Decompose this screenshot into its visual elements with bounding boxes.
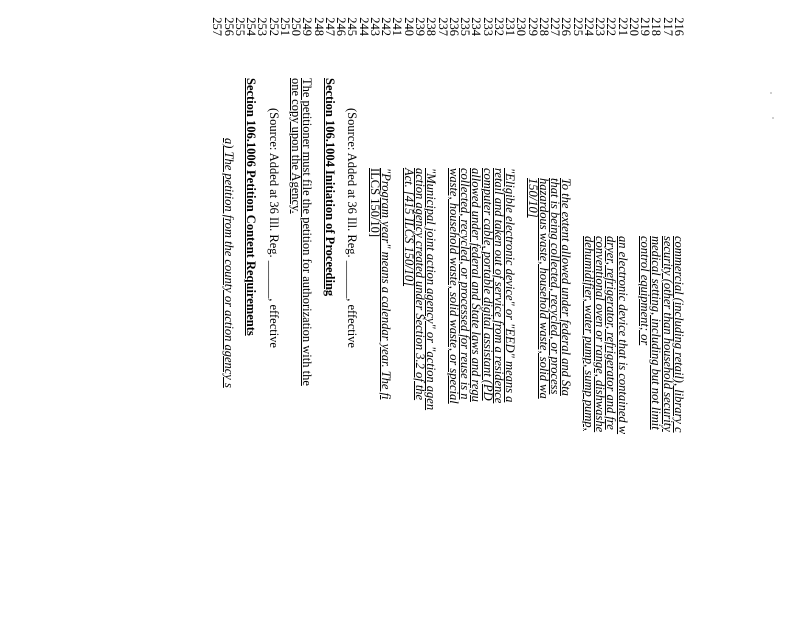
document-line [638, 0, 653, 618]
line-text: allowed under federal and State laws and regu [469, 168, 484, 402]
line-number: 233 [480, 17, 495, 36]
document-line [527, 0, 538, 618]
line-text: dryer, refrigerator, refrigerator and fre [604, 236, 619, 430]
line-text: ILCS 150/10] [367, 168, 382, 238]
line-number: 216 [672, 17, 686, 36]
line-text: action agency created under Section 3.2 of the [413, 168, 428, 401]
document-line [379, 0, 394, 618]
line-text: Section 106.1006 Petition Content Requirements [244, 78, 259, 336]
document-line [358, 0, 369, 618]
document-line [403, 0, 414, 618]
document-line [300, 0, 315, 618]
line-number: 240 [401, 17, 416, 36]
line-text: Section 106.1004 Initiation of Proceeding [322, 78, 337, 297]
line-number: 224 [581, 17, 596, 36]
line-number: 255 [232, 17, 247, 36]
line-number: 256 [221, 17, 236, 36]
line-number: 244 [356, 17, 371, 36]
line-number: 247 [322, 17, 337, 36]
document-line [482, 0, 493, 618]
line-text: To the extent allowed under federal and Sta [559, 178, 574, 396]
line-number: 241 [390, 17, 405, 36]
line-number: 253 [255, 17, 270, 36]
line-number: 226 [559, 17, 574, 36]
line-number: 250 [289, 17, 304, 36]
document-line [617, 0, 628, 618]
line-text: (Source: Added at 36 Ill. Reg. ______, effective [345, 108, 360, 348]
line-number: 218 [649, 17, 664, 36]
document-line [313, 0, 324, 618]
document-line [538, 0, 549, 618]
document-line [345, 0, 360, 618]
line-text: medical setting, including but not limit [649, 236, 664, 430]
document-line [369, 0, 380, 618]
line-text: 150/10] [525, 178, 540, 218]
document-line [268, 0, 279, 618]
line-number: 235 [458, 17, 473, 36]
document-line [210, 0, 225, 618]
line-text: hazardous waste, household waste, solid wa [536, 178, 551, 399]
line-text: "Municipal joint action agency" or "action agen [424, 168, 439, 411]
document-line [255, 0, 270, 618]
document-line [572, 0, 583, 618]
line-number: 248 [311, 17, 326, 36]
document-line [244, 0, 259, 618]
line-text: one copy upon the Agency. [289, 78, 304, 214]
line-number: 223 [593, 17, 608, 36]
line-number: 222 [604, 17, 619, 36]
document-line [662, 0, 673, 618]
line-number: 257 [210, 17, 225, 36]
line-number: 227 [548, 17, 563, 36]
document-line [514, 0, 529, 618]
line-number: 243 [367, 17, 382, 36]
line-number: 254 [244, 17, 259, 36]
line-text: that is being collected, recycled, or process [548, 178, 563, 395]
line-number: 245 [345, 17, 360, 36]
line-number: 230 [514, 17, 529, 36]
line-text: computer cable, portable digital assistant (PD [480, 168, 495, 401]
scan-speck [770, 92, 772, 94]
document-line [604, 0, 619, 618]
line-number: 225 [570, 17, 585, 36]
line-text: control equipment; or [638, 236, 653, 346]
line-text: waste, household waste, solid waste, or special [446, 168, 461, 404]
line-text: an electronic device that is contained w [615, 236, 630, 435]
line-text: security (other than household security [660, 236, 675, 432]
line-number: 252 [266, 17, 281, 36]
line-text: a) The petition from the county or action agency s [221, 138, 236, 388]
document-line [649, 0, 664, 618]
document-line [289, 0, 304, 618]
line-text: The petitioner must file the petition for authorization with the [300, 78, 315, 386]
document-line [583, 0, 594, 618]
line-number: 219 [638, 17, 653, 36]
document-line [437, 0, 448, 618]
line-number: 234 [469, 17, 484, 36]
line-number: 249 [300, 17, 315, 36]
line-text: commercial (including retail), library c [672, 236, 686, 433]
line-text: (Source: Added at 36 Ill. Reg. ______, effective [266, 108, 281, 348]
line-text: Act. [415 ILCS 150/10] [401, 168, 416, 287]
line-number: 246 [334, 17, 349, 36]
line-number: 217 [660, 17, 675, 36]
document-line [413, 0, 428, 618]
line-text: "Eligible electronic device" or "EED" means a [503, 168, 518, 403]
document-line [448, 0, 459, 618]
line-number: 221 [615, 17, 630, 36]
line-number: 229 [525, 17, 540, 36]
document-line [392, 0, 403, 618]
scan-speck [772, 117, 774, 119]
line-text: "Program year" means a calendar year. The fi [379, 168, 394, 400]
line-number: 238 [424, 17, 439, 36]
document-line [559, 0, 574, 618]
line-text: collected, recycled, or processed for reuse is n [458, 168, 473, 400]
line-text: dehumidifier, water pump, sump pump, [581, 236, 596, 431]
line-number: 236 [446, 17, 461, 36]
document-line [324, 0, 335, 618]
line-text: retail and taken out of service from a residence [491, 168, 506, 404]
line-number: 231 [503, 17, 518, 36]
line-number: 251 [277, 17, 292, 36]
line-number: 237 [435, 17, 450, 36]
line-number: 232 [491, 17, 506, 36]
line-text: conventional oven or range, dishwashe [593, 236, 608, 433]
line-number: 239 [413, 17, 428, 36]
line-number: 220 [626, 17, 641, 36]
document-line [223, 0, 234, 618]
line-number: 242 [379, 17, 394, 36]
line-number: 228 [536, 17, 551, 36]
